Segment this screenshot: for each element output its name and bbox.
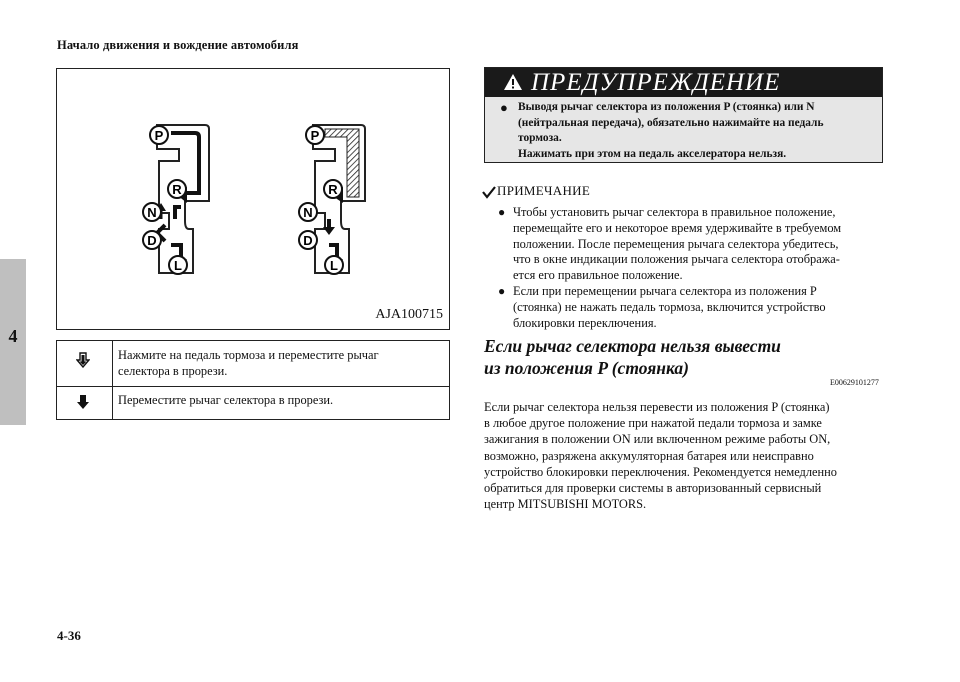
- left-gate-label-n: [143, 203, 161, 221]
- note-check-icon: [482, 185, 496, 199]
- right-gate-label-n: [299, 203, 317, 221]
- note-line: Чтобы установить рычаг селектора в правильное положение,: [513, 205, 836, 219]
- left-gate-label-d: [143, 231, 161, 249]
- body-line: Если рычаг селектора нельзя перевести из положения P (стоянка): [484, 400, 830, 414]
- figure-code: AJA100715: [375, 307, 443, 322]
- warning-header: [485, 68, 882, 97]
- body-line: возможно, разряжена аккумуляторная батарея или неисправно: [484, 448, 814, 463]
- body-paragraph: [484, 399, 884, 512]
- page-number: 4-36: [57, 628, 81, 643]
- section-title-line: Если рычаг селектора нельзя вывести: [484, 336, 781, 356]
- legend-row: [57, 341, 449, 387]
- left-gate-d: D: [147, 233, 157, 248]
- right-gate-label-p: [306, 126, 324, 144]
- right-gate-l: L: [330, 258, 338, 273]
- body-line: устройство блокировки переключения. Рекомендуется немедленно: [484, 464, 837, 479]
- shift-gate-figure: [56, 68, 450, 330]
- left-gate-label-p: [150, 126, 168, 144]
- bullet-icon: ●: [500, 100, 508, 115]
- right-gate-d: D: [303, 233, 313, 248]
- warning-line: Выводя рычаг селектора из положения P (стоянка) или N: [518, 101, 815, 113]
- right-gate-label-l: [325, 256, 343, 274]
- legend-text: [118, 347, 443, 379]
- legend-text-line: Переместите рычаг селектора в прорези.: [118, 393, 334, 407]
- left-gate-r: R: [172, 182, 182, 197]
- solid-arrow-down-icon: [76, 394, 90, 410]
- note-item: [498, 205, 888, 284]
- legend-table: [56, 340, 450, 420]
- note-line: Если при перемещении рычага селектора из положения P: [513, 284, 817, 298]
- legend-icon-cell: [57, 341, 113, 386]
- note-line: ется его правильное положение.: [513, 268, 683, 283]
- right-gate-p: P: [310, 128, 320, 143]
- left-gate-label-r: [168, 180, 186, 198]
- note-item: [498, 284, 888, 331]
- legend-text-line: Нажмите на педаль тормоза и переместите рычаг: [118, 348, 379, 362]
- left-gate-n: N: [147, 205, 157, 220]
- left-gate-label-l: [169, 256, 187, 274]
- bullet-icon: ●: [498, 205, 506, 219]
- left-gate-p: P: [154, 128, 164, 143]
- note-line: блокировки переключения.: [513, 315, 657, 330]
- bullet-icon: ●: [498, 284, 506, 298]
- left-shift-gate: [156, 125, 209, 273]
- warning-title: ПРЕДУПРЕЖДЕНИЕ: [531, 69, 781, 96]
- warning-body: [500, 100, 872, 162]
- note-line: положении. После перемещения рычага селектора убедитесь,: [513, 236, 839, 251]
- warning-triangle-icon: [503, 73, 523, 91]
- chapter-number: 4: [8, 326, 18, 346]
- right-gate-n: N: [303, 205, 313, 220]
- warning-line: (нейтральная передача), обязательно нажимайте на педаль: [518, 116, 824, 129]
- section-code: E00629101277: [830, 378, 879, 387]
- note-line: перемещайте его и некоторое время удерживайте в требуемом: [513, 220, 842, 235]
- body-line: в любое другое положение при нажатой педали тормоза и замке: [484, 416, 822, 431]
- right-shift-gate: [310, 125, 365, 273]
- running-header: Начало движения и вождение автомобиля: [57, 38, 299, 52]
- note-line: (стоянка) не нажать педаль тормоза, включится устройство: [513, 299, 826, 314]
- warning-box: [484, 67, 883, 163]
- body-line: обратиться для проверки системы в авторизованный сервисный: [484, 481, 822, 496]
- right-gate-label-r: [324, 180, 342, 198]
- left-gate-l: L: [174, 258, 182, 273]
- legend-text-line: селектора в прорези.: [118, 364, 228, 378]
- outlined-arrow-down-icon: [76, 352, 90, 368]
- legend-icon-cell: [57, 386, 113, 419]
- shift-gate-diagram: [57, 69, 449, 329]
- warning-line: Нажимать при этом на педаль акселератора нельзя.: [518, 147, 787, 160]
- section-title-line: из положения P (стоянка): [484, 358, 689, 378]
- body-line: зажигания в положении ON или включенном режиме работы ON,: [484, 432, 831, 447]
- note-line: что в окне индикации положения рычага селектора отобража-: [513, 252, 840, 267]
- body-line: центр MITSUBISHI MOTORS.: [484, 497, 647, 512]
- legend-row: [57, 386, 449, 419]
- legend-text: [118, 392, 443, 408]
- right-gate-label-d: [299, 231, 317, 249]
- note-heading: ПРИМЕЧАНИЕ: [497, 183, 591, 198]
- section-title: [484, 335, 781, 379]
- right-gate-r: R: [328, 182, 338, 197]
- warning-line: тормоза.: [518, 132, 562, 144]
